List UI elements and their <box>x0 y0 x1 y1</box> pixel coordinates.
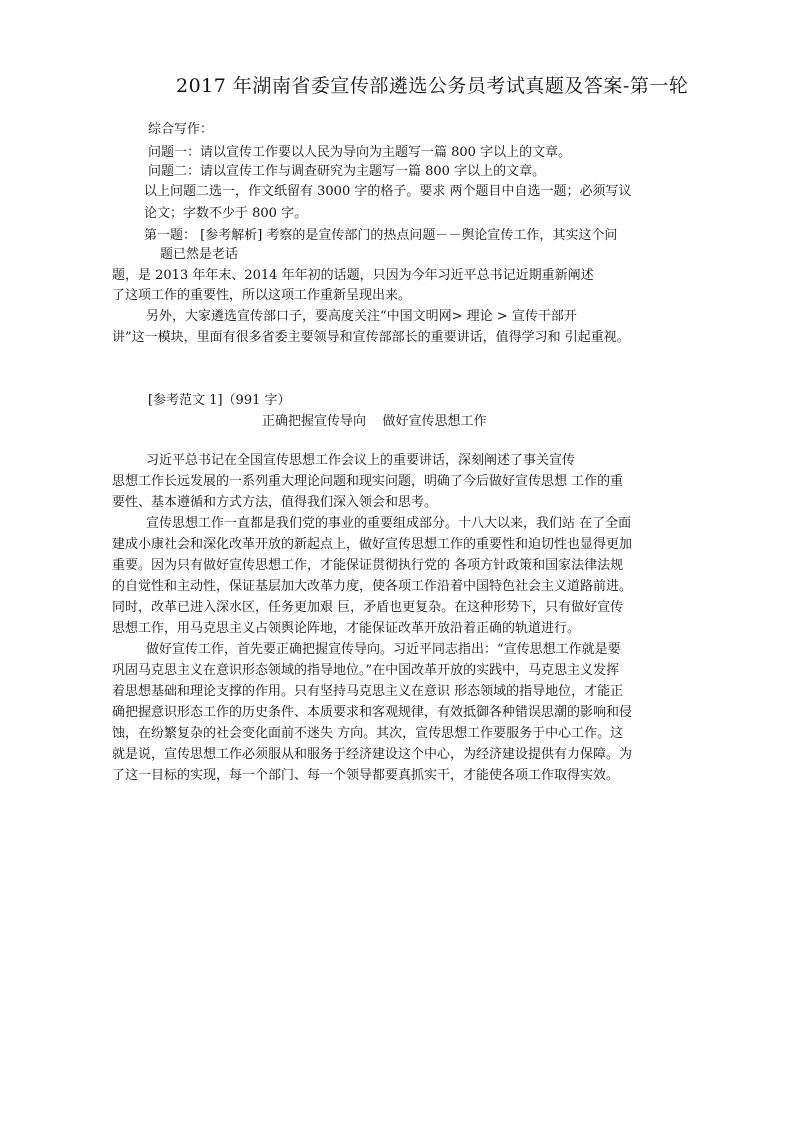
intro-line: 以上问题二选一，作文纸留有 3000 字的格子。要求 两个题目中自选一题；必须写议 <box>144 184 632 199</box>
essay-line: 重要。因为只有做好宣传思想工作，才能保证贯彻执行党的 各项方针政策和国家法律法规 <box>112 558 624 573</box>
essay-line: 做好宣传工作，首先要正确把握宣传导向。习近平同志指出：“宣传思想工作就是要 <box>146 642 621 657</box>
essay-line: 蚀，在纷繁复杂的社会变化面前不迷失 方向。其次，宣传思想工作要服务于中心工作。这 <box>112 726 624 741</box>
intro-line: 论文；字数不少于 800 字。 <box>144 206 308 221</box>
essay-line: 思想工作，用马克思主义占领舆论阵地，才能保证改革开放沿着正确的轨道进行。 <box>112 621 581 636</box>
essay-line: 确把握意识形态工作的历史条件、本质要求和客观规律，有效抵御各种错误思潮的影响和侵 <box>112 705 633 720</box>
essay-line: 着思想基础和理论支撑的作用。只有坚持马克思主义在意识 形态领域的指导地位，才能正 <box>112 684 624 699</box>
essay-line: 巩固马克思主义在意识形态领域的指导地位。”在中国改革开放的实践中，马克思主义发挥 <box>112 663 620 678</box>
essay-heading: 正确把握宣传导向 做好宣传思想工作 <box>262 414 487 429</box>
intro-line: 问题一：请以宣传工作要以人民为导向为主题写一篇 800 字以上的文章。 <box>148 145 572 160</box>
intro-line: 另外，大家遴选宣传部口子，要高度关注“中国文明网> 理论 > 宣传干部开 <box>146 309 577 324</box>
intro-line: 讲”这一模块，里面有很多省委主要领导和宣传部部长的重要讲话，值得学习和 引起重视。 <box>112 330 630 345</box>
essay-line: 就是说，宣传思想工作必须服从和服务于经济建设这个中心，为经济建设提供有力保障。为 <box>112 747 633 762</box>
essay-line: 同时，改革已进入深水区，任务更加艰 巨，矛盾也更复杂。在这种形势下，只有做好宣传 <box>112 600 624 615</box>
essay-line: 思想工作长远发展的一系列重大理论问题和现实问题，明确了今后做好宣传思想 工作的重 <box>112 474 624 489</box>
intro-line: 综合写作： <box>148 122 214 137</box>
essay-line: 建成小康社会和深化改革开放的新起点上，做好宣传思想工作的重要性和迫切性也显得更加 <box>112 537 633 552</box>
essay-line: 的自觉性和主动性，保证基层加大改革力度，使各项工作沿着中国特色社会主义道路前进。 <box>112 579 633 594</box>
intro-line: 题已然是老话 <box>160 247 239 262</box>
intro-line: 题，是 2013 年年末、2014 年年初的话题，只因为今年习近平总书记近期重新阐述 <box>112 268 594 283</box>
essay-line: 习近平总书记在全国宣传思想工作会议上的重要讲话，深刻阐述了事关宣传 <box>146 453 576 468</box>
document-title: 2017 年湖南省委宣传部遴选公务员考试真题及答案-第一轮 <box>176 75 689 97</box>
intro-line: 问题二：请以宣传工作与调查研究为主题写一篇 800 字以上的文章。 <box>148 164 546 179</box>
essay-line: 要性、基本遵循和方式方法，值得我们深入领会和思考。 <box>112 495 438 510</box>
essay-line: 宣传思想工作一直都是我们党的事业的重要组成部分。十八大以来，我们站 在了全面 <box>146 516 632 531</box>
essay-label: [参考范文 1]（991 字） <box>148 393 291 408</box>
intro-line: 了这项工作的重要性，所以这项工作重新呈现出来。 <box>112 288 412 303</box>
essay-line: 了这一目标的实现，每一个部门、每一个领导都要真抓实干，才能使各项工作取得实效。 <box>112 768 620 783</box>
intro-line: 第一题： [参考解析] 考察的是宣传部门的热点问题－－舆论宣传工作，其实这个问 <box>144 228 618 243</box>
